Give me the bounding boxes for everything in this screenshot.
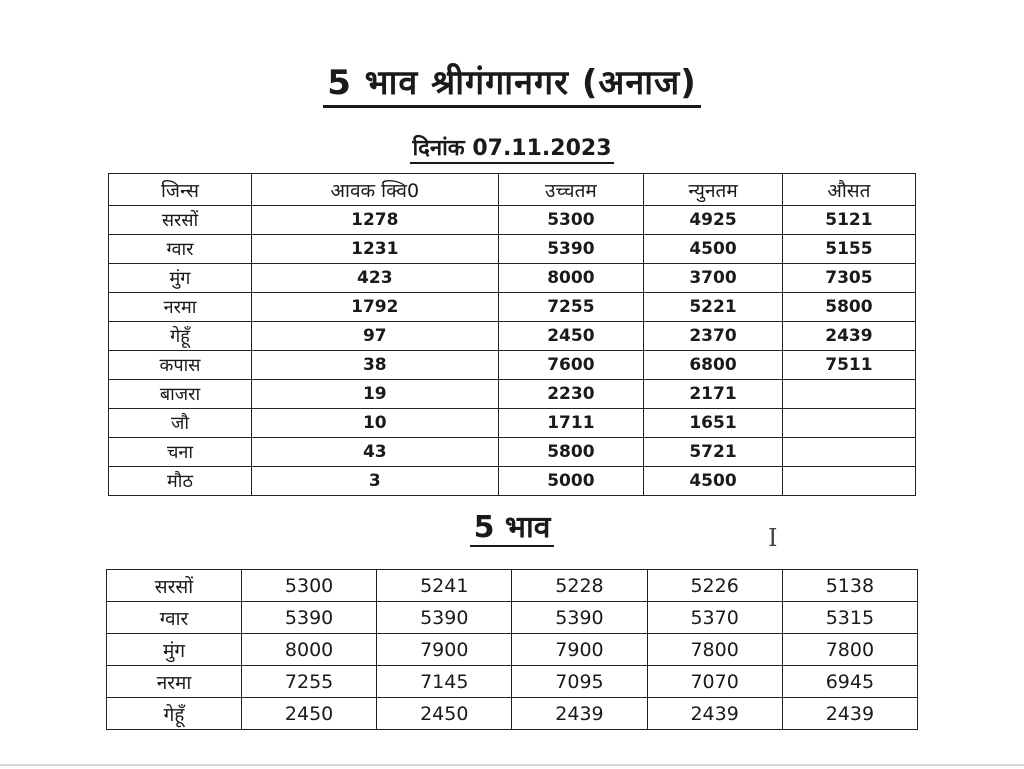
table-body	[109, 206, 916, 496]
arrival-cell: 1792	[252, 293, 499, 322]
rate-cell: 7145	[377, 666, 512, 698]
commodity-cell: गेहूँ	[109, 322, 252, 351]
arrival-cell: 97	[252, 322, 499, 351]
table-row	[107, 570, 918, 602]
header-highest: उच्चतम	[498, 174, 644, 206]
highest-cell: 5800	[498, 438, 644, 467]
commodity-cell: गेहूँ	[107, 698, 242, 730]
lowest-cell: 3700	[644, 264, 783, 293]
average-cell: 5800	[782, 293, 915, 322]
five-rates-table	[106, 569, 918, 730]
arrivals-price-table	[108, 173, 916, 496]
rate-cell: 5228	[512, 570, 647, 602]
average-cell: 5155	[782, 235, 915, 264]
page-title-text: 5 भाव श्रीगंगानगर (अनाज)	[323, 63, 701, 108]
arrival-cell: 19	[252, 380, 499, 409]
commodity-cell: बाजरा	[109, 380, 252, 409]
page-bottom-divider	[0, 764, 1024, 766]
table-row	[109, 409, 916, 438]
lowest-cell: 4500	[644, 467, 783, 496]
page-title	[0, 58, 1024, 104]
table-header-row	[109, 174, 916, 206]
table-row	[109, 467, 916, 496]
rate-cell: 2439	[782, 698, 917, 730]
date-text: दिनांक 07.11.2023	[410, 136, 613, 164]
rate-cell: 7800	[782, 634, 917, 666]
rate-cell: 2450	[377, 698, 512, 730]
rate-cell: 5300	[242, 570, 377, 602]
rate-cell: 5226	[647, 570, 782, 602]
highest-cell: 5390	[498, 235, 644, 264]
rate-cell: 5138	[782, 570, 917, 602]
rate-cell: 7900	[512, 634, 647, 666]
lowest-cell: 1651	[644, 409, 783, 438]
commodity-cell: मौठ	[109, 467, 252, 496]
table-row	[109, 293, 916, 322]
highest-cell: 2450	[498, 322, 644, 351]
average-cell: 2439	[782, 322, 915, 351]
average-cell	[782, 438, 915, 467]
commodity-cell: चना	[109, 438, 252, 467]
rates-section-title-text: 5 भाव	[470, 510, 555, 547]
highest-cell: 1711	[498, 409, 644, 438]
header-lowest: न्युनतम	[644, 174, 783, 206]
arrival-cell: 43	[252, 438, 499, 467]
arrival-cell: 423	[252, 264, 499, 293]
lowest-cell: 5721	[644, 438, 783, 467]
rate-cell: 2450	[242, 698, 377, 730]
lowest-cell: 5221	[644, 293, 783, 322]
header-commodity: जिन्स	[109, 174, 252, 206]
rate-cell: 7070	[647, 666, 782, 698]
rate-cell: 8000	[242, 634, 377, 666]
rate-cell: 7095	[512, 666, 647, 698]
arrival-cell: 1278	[252, 206, 499, 235]
rate-cell: 5390	[377, 602, 512, 634]
table-row	[107, 666, 918, 698]
table-row	[109, 322, 916, 351]
arrival-cell: 10	[252, 409, 499, 438]
lowest-cell: 2370	[644, 322, 783, 351]
average-cell	[782, 380, 915, 409]
lowest-cell: 6800	[644, 351, 783, 380]
average-cell	[782, 467, 915, 496]
table-row	[109, 380, 916, 409]
arrival-cell: 1231	[252, 235, 499, 264]
commodity-cell: ग्वार	[109, 235, 252, 264]
table-body	[107, 570, 918, 730]
rate-cell: 5315	[782, 602, 917, 634]
table-row	[109, 438, 916, 467]
commodity-cell: सरसों	[107, 570, 242, 602]
average-cell: 7305	[782, 264, 915, 293]
table-row	[107, 698, 918, 730]
commodity-cell: नरमा	[107, 666, 242, 698]
rate-cell: 7255	[242, 666, 377, 698]
commodity-cell: सरसों	[109, 206, 252, 235]
table-row	[109, 264, 916, 293]
table-row	[109, 235, 916, 264]
arrival-cell: 38	[252, 351, 499, 380]
rate-cell: 7800	[647, 634, 782, 666]
lowest-cell: 4500	[644, 235, 783, 264]
commodity-cell: नरमा	[109, 293, 252, 322]
highest-cell: 7255	[498, 293, 644, 322]
commodity-cell: कपास	[109, 351, 252, 380]
table-row	[109, 206, 916, 235]
header-average: औसत	[782, 174, 915, 206]
rate-cell: 6945	[782, 666, 917, 698]
text-cursor-icon: I	[768, 524, 778, 552]
average-cell	[782, 409, 915, 438]
highest-cell: 7600	[498, 351, 644, 380]
highest-cell: 5000	[498, 467, 644, 496]
commodity-cell: जौ	[109, 409, 252, 438]
table-row	[109, 351, 916, 380]
commodity-cell: ग्वार	[107, 602, 242, 634]
table-row	[107, 634, 918, 666]
highest-cell: 5300	[498, 206, 644, 235]
rate-cell: 2439	[512, 698, 647, 730]
rate-cell: 5390	[242, 602, 377, 634]
commodity-cell: मुंग	[109, 264, 252, 293]
header-arrival: आवक क्वि0	[252, 174, 499, 206]
average-cell: 5121	[782, 206, 915, 235]
rate-cell: 2439	[647, 698, 782, 730]
rate-cell: 5370	[647, 602, 782, 634]
rate-cell: 5241	[377, 570, 512, 602]
highest-cell: 8000	[498, 264, 644, 293]
lowest-cell: 4925	[644, 206, 783, 235]
rate-cell: 7900	[377, 634, 512, 666]
highest-cell: 2230	[498, 380, 644, 409]
lowest-cell: 2171	[644, 380, 783, 409]
rates-section-title	[0, 505, 1024, 546]
commodity-cell: मुंग	[107, 634, 242, 666]
table-row	[107, 602, 918, 634]
average-cell: 7511	[782, 351, 915, 380]
date-line	[0, 132, 1024, 162]
arrival-cell: 3	[252, 467, 499, 496]
rate-cell: 5390	[512, 602, 647, 634]
